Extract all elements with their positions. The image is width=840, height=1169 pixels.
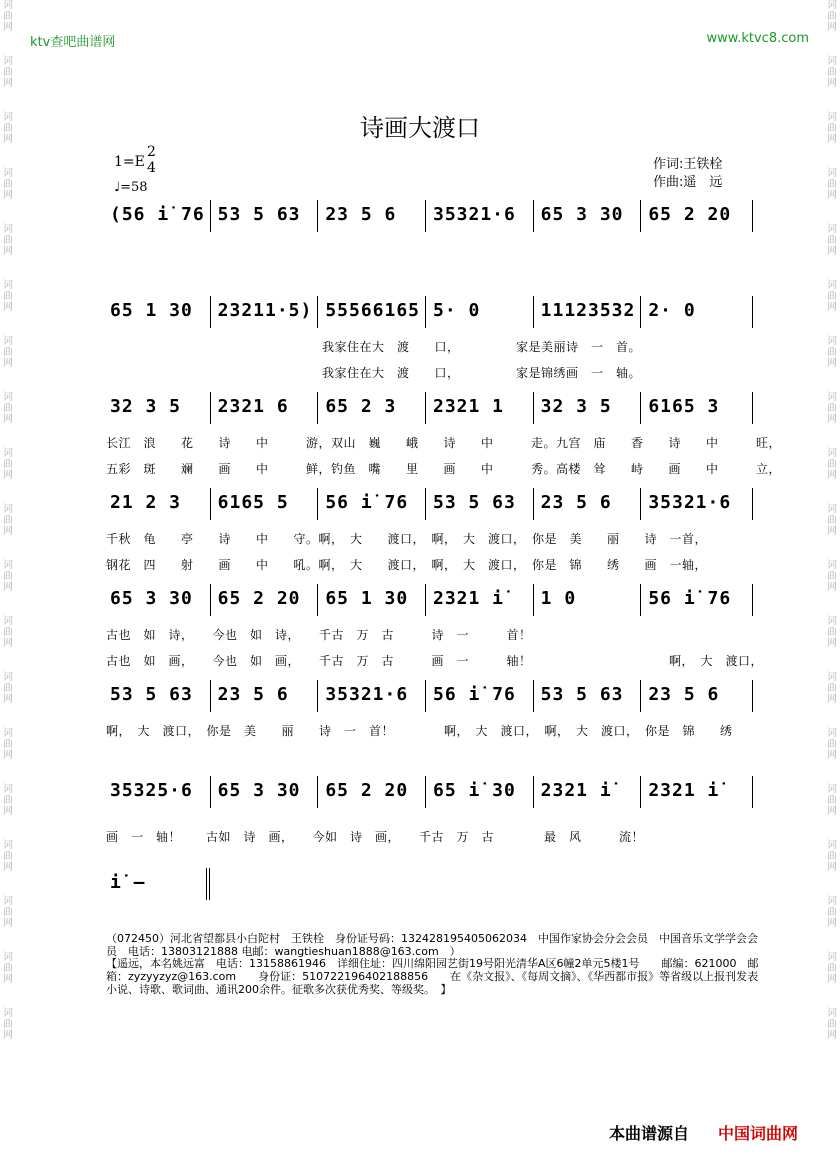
bar-line	[317, 776, 318, 808]
bar-line	[317, 200, 318, 232]
bar-line	[425, 680, 426, 712]
measure: 65 3 30	[110, 588, 193, 609]
score-row	[106, 680, 752, 738]
side-watermark-text: 词 曲 网	[827, 280, 837, 313]
measure: 2321 6	[217, 396, 289, 417]
measure: 56 i̇ 76	[648, 588, 732, 609]
side-watermark-text: 词 曲 网	[827, 728, 837, 761]
side-watermark-text: 词 曲 网	[3, 392, 13, 425]
measure: 65 2 3	[325, 396, 397, 417]
measure: 65 3 30	[540, 204, 624, 225]
lyricist-credit: 作词:王铁栓	[653, 157, 723, 172]
bar-line	[317, 488, 318, 520]
side-watermark-text: 词 曲 网	[827, 168, 837, 201]
measure: 53 5 63	[433, 492, 516, 513]
measure: 65 2 20	[217, 588, 301, 609]
bar-line	[210, 488, 211, 520]
measure: 2321 1	[433, 396, 505, 417]
bar-line	[210, 392, 211, 424]
bar-line	[533, 392, 534, 424]
score-row	[106, 868, 752, 904]
bar-line	[210, 296, 211, 328]
score-row	[106, 584, 764, 668]
side-watermark-text: 词 曲 网	[3, 728, 13, 761]
side-watermark-text: 词 曲 网	[3, 0, 13, 33]
bar-line	[752, 488, 753, 520]
side-watermark-text: 词 曲 网	[827, 0, 837, 33]
bar-line	[425, 776, 426, 808]
measure: 65 1 30	[325, 588, 409, 609]
side-watermark-text: 词 曲 网	[3, 336, 13, 369]
measure: 35321·6	[433, 204, 516, 225]
bar-line	[752, 584, 753, 616]
bar-line	[640, 584, 641, 616]
side-watermark-text: 词 曲 网	[3, 1008, 13, 1041]
side-watermark-text: 词 曲 网	[3, 280, 13, 313]
bar-line	[210, 200, 211, 232]
side-watermark-text: 词 曲 网	[827, 392, 837, 425]
bar-line	[640, 200, 641, 232]
lyric-line: 千秋 龟 亭 诗 中 守。啊， 大 渡口， 啊， 大 渡口， 你是 美 丽 诗 一首，	[106, 532, 708, 546]
bar-line	[533, 200, 534, 232]
left-watermark-strip	[0, 0, 16, 1169]
footer-site-name: 中国词曲网	[718, 1124, 799, 1143]
bar-line	[533, 584, 534, 616]
lyric-line: 古也 如 诗， 今也 如 诗， 千古 万 古 诗 一 首！	[106, 628, 532, 642]
time-signature-top: 2	[147, 144, 156, 160]
lyric-line: 五彩 斑 斓 画 中 鲜，钓鱼 嘴 里 画 中 秀。高楼 耸 峙 画 中 立，	[106, 462, 782, 476]
measure: 65 2 20	[648, 204, 732, 225]
tempo-marking: ♩=58	[114, 180, 148, 195]
measure: (56 i̇ 76	[110, 204, 205, 225]
right-watermark-strip	[824, 0, 840, 1169]
lyric-line: 画 一 轴！ 古如 诗 画， 今如 诗 画， 千古 万 古 最 风 流！	[106, 830, 645, 844]
measure: 23 5 6	[325, 204, 397, 225]
score-row	[106, 200, 752, 236]
bar-line	[317, 296, 318, 328]
measure: 6165 5	[217, 492, 289, 513]
side-watermark-text: 词 曲 网	[3, 616, 13, 649]
lyric-line: 长江 浪 花 诗 中 游，双山 巍 峨 诗 中 走。九宫 庙 香 诗 中 旺，	[106, 436, 782, 450]
measure: 55566165	[325, 300, 421, 321]
side-watermark-text: 词 曲 网	[827, 616, 837, 649]
side-watermark-text: 词 曲 网	[3, 896, 13, 929]
bar-line	[533, 488, 534, 520]
bar-line	[425, 392, 426, 424]
final-bar-line	[206, 868, 212, 900]
measure: 56 i̇ 76	[433, 684, 516, 705]
measure: i̇ –	[110, 872, 146, 893]
score-row	[106, 296, 752, 380]
measure: 23 5 6	[217, 684, 289, 705]
side-watermark-text: 词 曲 网	[827, 840, 837, 873]
tempo-value: =58	[120, 180, 148, 195]
side-watermark-text: 词 曲 网	[827, 112, 837, 145]
side-watermark-text: 词 曲 网	[3, 504, 13, 537]
side-watermark-text: 词 曲 网	[3, 56, 13, 89]
bar-line	[533, 776, 534, 808]
side-watermark-text: 词 曲 网	[827, 336, 837, 369]
side-watermark-text: 词 曲 网	[827, 1008, 837, 1041]
bar-line	[210, 776, 211, 808]
measure: 53 5 63	[110, 684, 193, 705]
lyric-line: 古也 如 画， 今也 如 画， 千古 万 古 画 一 轴！ 啊， 大 渡口，	[106, 654, 764, 668]
measure: 2321 i̇	[540, 780, 612, 801]
bar-line	[317, 392, 318, 424]
measure: 32 3 5	[540, 396, 612, 417]
side-watermark-text: 词 曲 网	[3, 448, 13, 481]
side-watermark-text: 词 曲 网	[827, 952, 837, 985]
side-watermark-text: 词 曲 网	[827, 784, 837, 817]
lyric-line: 我家住在大 渡 口， 家是美丽诗 一 首。	[322, 340, 642, 354]
side-watermark-text: 词 曲 网	[3, 224, 13, 257]
lyric-line: 我家住在大 渡 口， 家是锦绣画 一 轴。	[322, 366, 642, 380]
bar-line	[210, 584, 211, 616]
side-watermark-text: 词 曲 网	[827, 56, 837, 89]
footer-source-label: 本曲谱源自	[609, 1124, 690, 1143]
site-watermark-left: ktv查吧曲谱网	[30, 35, 116, 50]
measure: 23 5 6	[648, 684, 720, 705]
bar-line	[752, 680, 753, 712]
measure: 65 2 20	[325, 780, 409, 801]
key-signature: 1=E	[114, 154, 145, 170]
side-watermark-text: 词 曲 网	[3, 784, 13, 817]
side-watermark-text: 词 曲 网	[827, 896, 837, 929]
side-watermark-text: 词 曲 网	[827, 448, 837, 481]
measure: 65 i̇ 30	[433, 780, 516, 801]
measure: 11123532	[540, 300, 636, 321]
measure: 35321·6	[325, 684, 409, 705]
bar-line	[640, 392, 641, 424]
bar-line	[533, 680, 534, 712]
measure: 2321 i̇	[433, 588, 505, 609]
time-signature	[147, 144, 156, 176]
measure: 56 i̇ 76	[325, 492, 409, 513]
bar-line	[533, 296, 534, 328]
bar-line	[425, 488, 426, 520]
side-watermark-text: 词 曲 网	[3, 672, 13, 705]
bar-line	[752, 200, 753, 232]
measure: 21 2 3	[110, 492, 182, 513]
score-row	[106, 392, 782, 476]
measure: 32 3 5	[110, 396, 182, 417]
side-watermark-text: 词 曲 网	[3, 560, 13, 593]
side-watermark-text: 词 曲 网	[3, 952, 13, 985]
bar-line	[640, 776, 641, 808]
measure: 23211·5)	[217, 300, 313, 321]
measure: 65 3 30	[217, 780, 301, 801]
score-row	[106, 488, 752, 572]
song-title: 诗画大渡口	[360, 114, 480, 142]
measure: 6165 3	[648, 396, 720, 417]
time-signature-bottom: 4	[147, 160, 156, 176]
measure: 65 1 30	[110, 300, 193, 321]
measure: 2· 0	[648, 300, 696, 321]
bar-line	[640, 680, 641, 712]
side-watermark-text: 词 曲 网	[827, 560, 837, 593]
measure: 35325·6	[110, 780, 193, 801]
measure: 23 5 6	[540, 492, 612, 513]
side-watermark-text: 词 曲 网	[827, 224, 837, 257]
measure: 1 0	[540, 588, 577, 609]
bar-line	[752, 392, 753, 424]
lyric-line: 啊， 大 渡口， 你是 美 丽 诗 一 首！ 啊， 大 渡口， 啊， 大 渡口， 你是 锦 绣	[106, 724, 733, 738]
bar-line	[640, 488, 641, 520]
bar-line	[210, 680, 211, 712]
lyric-line: 钢花 四 射 画 中 吼。啊， 大 渡口， 啊， 大 渡口， 你是 锦 绣 画 一轴，	[106, 558, 708, 572]
bar-line	[317, 680, 318, 712]
side-watermark-text: 词 曲 网	[3, 168, 13, 201]
author-info-lyricist: （072450）河北省望都县小白陀村 王铁栓 身份证号码：132428195405062034 中国作家协会分会会员 中国音乐文学学会会员 电话：13803121888 电邮：wangtieshuan1888@163.com ）	[106, 932, 758, 958]
bar-line	[317, 584, 318, 616]
side-watermark-text: 词 曲 网	[3, 840, 13, 873]
side-watermark-text: 词 曲 网	[827, 504, 837, 537]
composer-credit: 作曲:遥 远	[653, 175, 723, 190]
author-info-composer: 【遥远，本名姚远富 电话：13158861946 详细住址：四川绵阳园艺街19号阳光清华A区6幢2单元5楼1号 邮编：621000 邮箱：zyzyyzyz@163.com 身份证：510722196402188856 在《杂文报》、《每周文摘》、《华西都市报》等省级以上报刊发表小说、诗歌、歌词曲、通讯200余件。征歌多次获优秀奖、等级奖。 】	[106, 957, 759, 996]
bar-line	[425, 200, 426, 232]
measure: 53 5 63	[540, 684, 624, 705]
side-watermark-text: 词 曲 网	[3, 112, 13, 145]
measure: 53 5 63	[217, 204, 301, 225]
bar-line	[425, 584, 426, 616]
bar-line	[752, 296, 753, 328]
measure: 5· 0	[433, 300, 481, 321]
measure: 2321 i̇	[648, 780, 720, 801]
bar-line	[640, 296, 641, 328]
bar-line	[752, 776, 753, 808]
site-watermark-right: www.ktvc8.com	[706, 31, 809, 46]
bar-line	[425, 296, 426, 328]
score-row	[106, 776, 752, 844]
measure: 35321·6	[648, 492, 732, 513]
side-watermark-text: 词 曲 网	[827, 672, 837, 705]
